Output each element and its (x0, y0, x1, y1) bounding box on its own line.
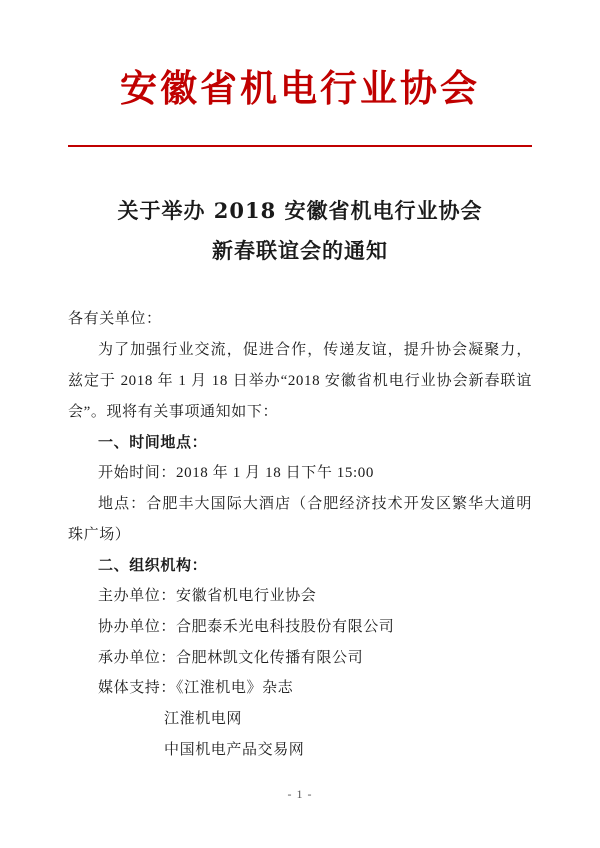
organizer-organization: 承办单位：合肥林凯文化传播有限公司 (98, 649, 364, 666)
document-title-line-2: 新春联谊会的通知 (212, 237, 388, 263)
section-1-time: 开始时间：2018 年 1 月 18 日下午 15:00 (98, 465, 374, 482)
letterhead-organization-title: 安徽省机电行业协会 (120, 66, 480, 110)
media-support-primary: 媒体支持：《江淮机电》杂志 (98, 680, 294, 697)
page-number: - 1 - (287, 787, 313, 801)
letterhead (68, 0, 532, 147)
document-body (68, 304, 532, 765)
section-1-heading: 一、时间地点： (98, 433, 208, 452)
co-host-organization: 协办单位：合肥泰禾光电科技股份有限公司 (98, 618, 395, 635)
section-2-heading: 二、组织机构： (98, 556, 208, 575)
document-title-line-1: 关于举办 2018 安徽省机电行业协会 (117, 197, 483, 223)
salutation: 各有关单位： (68, 311, 162, 328)
section-1-place: 地点：合肥丰大国际大酒店（合肥经济技术开发区繁华大道明珠广场） (68, 495, 532, 543)
document-title (68, 191, 532, 271)
intro-paragraph: 为了加强行业交流，促进合作，传递友谊，提升协会凝聚力，兹定于 2018 年 1 月 18 日举办“2018 安徽省机电行业协会新春联谊会”。现将有关事项通知如下： (68, 342, 532, 420)
media-support-tertiary: 中国机电产品交易网 (164, 741, 305, 758)
media-support-secondary: 江淮机电网 (164, 711, 243, 728)
host-organization: 主办单位：安徽省机电行业协会 (98, 588, 317, 605)
letterhead-divider (68, 145, 532, 147)
